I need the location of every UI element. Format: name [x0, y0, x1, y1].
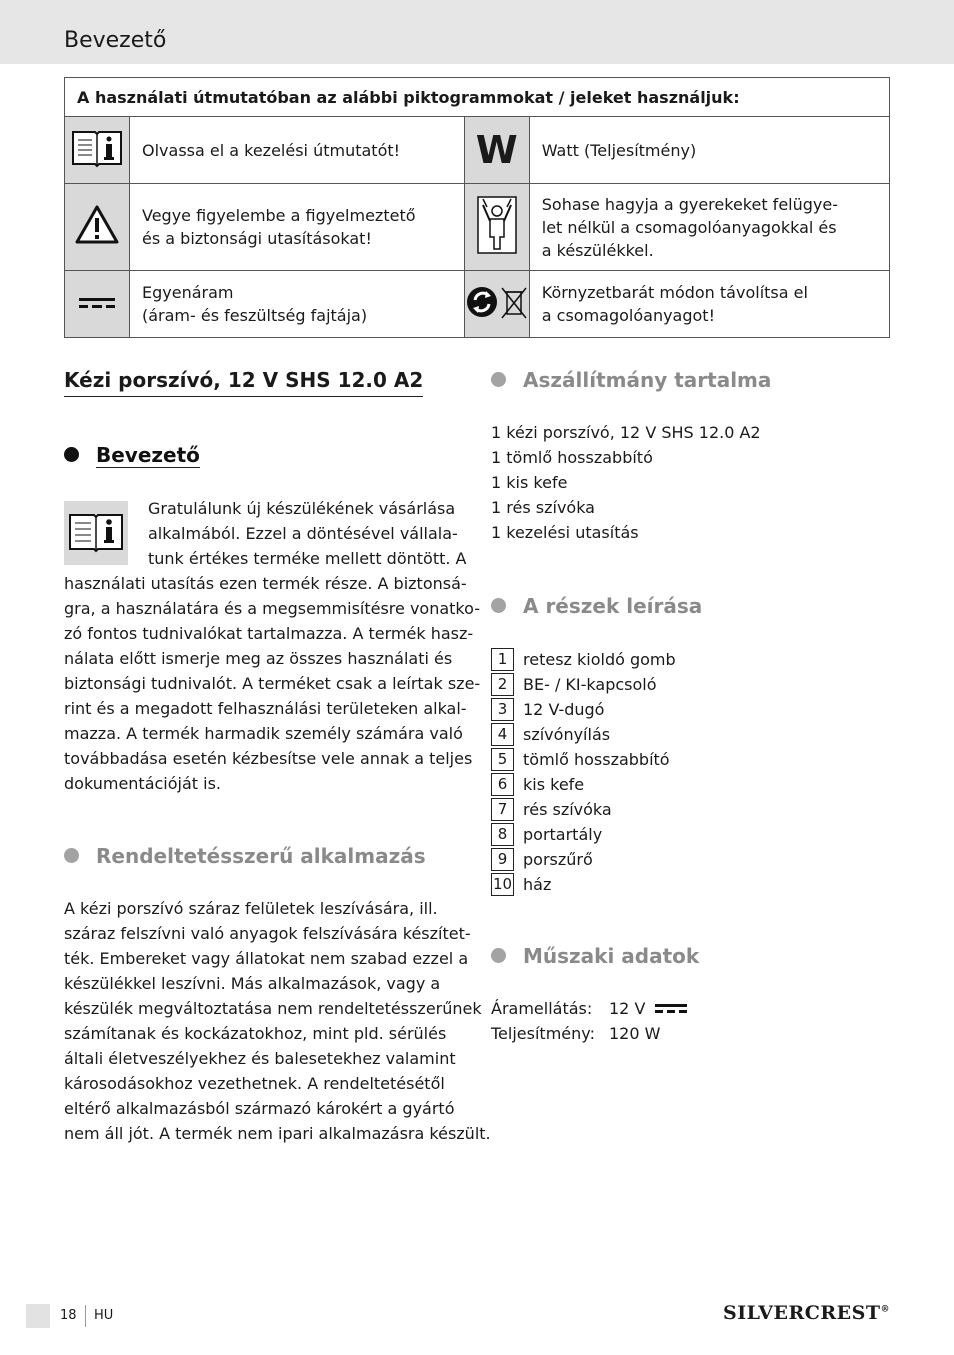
- page-title: Bevezető: [64, 28, 167, 53]
- pictogram-description: Watt (Teljesítmény): [529, 117, 889, 184]
- list-item: 1 kezelési utasítás: [491, 523, 639, 542]
- bullet-icon: [491, 598, 506, 613]
- delivery-list: [491, 420, 761, 545]
- list-item: 1 tömlő hosszabbító: [491, 448, 653, 467]
- recycle-bin-icon: [464, 271, 529, 338]
- book-info-icon: [64, 501, 128, 565]
- section-heading-delivery: Aszállítmány tartalma: [491, 368, 771, 392]
- bullet-icon: [491, 948, 506, 963]
- pictogram-description: Környzetbarát módon távolítsa el a csomagolóanyagot!: [529, 271, 889, 338]
- bullet-icon: [491, 372, 506, 387]
- direct-current-icon: [654, 1002, 688, 1014]
- pictogram-table-heading: A használati útmutatóban az alábbi piktogrammokat / jeleket használjuk:: [65, 78, 890, 117]
- page-header: [0, 0, 954, 64]
- language-code: HU: [94, 1308, 114, 1323]
- warning-triangle-icon: [65, 184, 130, 271]
- child-safety-icon: [464, 184, 529, 271]
- intro-text-wrap: Gratulálunk új készülékének vásárlása alkalmából. Ezzel a döntésével vállala- tunk értékes terméke mellett döntött. A: [148, 499, 467, 568]
- pictogram-description: Vegye figyelembe a figyelmeztető és a biztonsági utasításokat!: [130, 184, 465, 271]
- bullet-icon: [64, 848, 79, 863]
- usage-text: A kézi porszívó száraz felületek leszívására, ill. száraz felszívni való anyagok felszívására készítet- ték. Embereket vagy állatokat nem szabad ezzel a készülékkel leszívni. Más alkalmazások, vagy a készülék megváltoztatása nem rendeltetésszerűnek számítanak és kockázatokhoz, mint pld. sérülés általi életveszélyekhez és balesetekhez valamint károsodásokhoz vezethetnek. A rendeltetésétől eltérő alkalmazásból származó károkért a gyártó nem áll jót. A termék nem ipari alkalmazásra készült.: [64, 899, 491, 1143]
- product-title: Kézi porszívó, 12 V SHS 12.0 A2: [64, 368, 423, 397]
- table-row: [65, 117, 890, 184]
- section-heading-usage: Rendeltetésszerű alkalmazás: [64, 844, 426, 868]
- section-heading-parts: A részek leírása: [491, 594, 702, 618]
- table-row: [65, 271, 890, 338]
- watt-icon: W: [464, 117, 529, 184]
- direct-current-icon: [65, 271, 130, 338]
- bullet-icon: [64, 447, 79, 462]
- intro-text: használati utasítás ezen termék része. A biztonsá- gra, a használatára és a megsemmisítésre vonatko- zó fontos tudnivalókat tartalmazza. A termék hasz- nálata előtt ismerje meg az összes használati és biztonsági tudnivalót. A terméket csak a leírtak sze- rint és a megadott felhasználási területeken alkal- mazza. A termék harmadik személy számára való továbbadása esetén kézbesítse vele annak a teljes dokumentációját is.: [64, 574, 481, 793]
- brand-logo: SILVERCREST®: [723, 1302, 890, 1324]
- footer-marker: [26, 1304, 50, 1328]
- section-heading-intro: Bevezető: [64, 443, 200, 467]
- list-item: 1 kis kefe: [491, 473, 568, 492]
- table-row: [65, 184, 890, 271]
- list-item: 1 kézi porszívó, 12 V SHS 12.0 A2: [491, 423, 761, 442]
- pictogram-description: Egyenáram (áram- és feszültség fajtája): [130, 271, 465, 338]
- page-number: 18: [60, 1308, 77, 1323]
- list-item: 1 rés szívóka: [491, 498, 595, 517]
- footer-divider: [85, 1305, 86, 1327]
- book-info-icon: [65, 117, 130, 184]
- section-heading-specs: Műszaki adatok: [491, 944, 699, 968]
- pictogram-table: [64, 77, 890, 338]
- pictogram-description: Olvassa el a kezelési útmutatót!: [130, 117, 465, 184]
- pictogram-description: Sohase hagyja a gyerekeket felügye- let nélkül a csomagolóanyagokkal és a készülékkel.: [529, 184, 889, 271]
